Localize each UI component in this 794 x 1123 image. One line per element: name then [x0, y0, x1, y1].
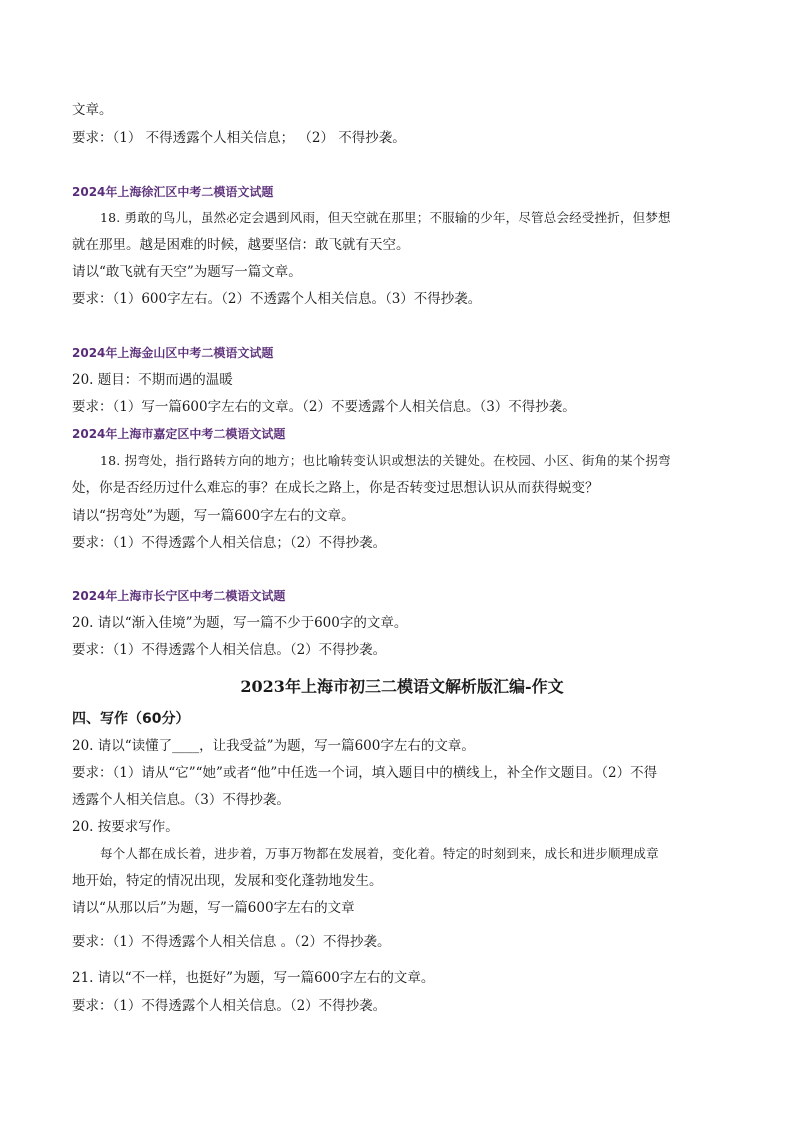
- requirement-line: 要求：（1）不得透露个人相关信息；（2）不得抄袭。: [72, 535, 387, 551]
- instruction-line: 请以“拐弯处”为题，写一篇600字左右的文章。: [72, 508, 355, 524]
- text-line: 文章。: [72, 102, 113, 118]
- prompt-line: 20. 请以“渐入佳境”为题，写一篇不少于600字的文章。: [72, 615, 408, 631]
- source-heading: 2024年上海市长宁区中考二模语文试题: [72, 589, 286, 603]
- prompt-line: 地开始，特定的情况出现，发展和变化蓬勃地发生。: [72, 873, 383, 889]
- prompt-line: 每个人都在成长着，进步着，万事万物都在发展着，变化着。特定的时刻到来，成长和进步顺理成章: [100, 846, 659, 861]
- prompt-line: 20. 请以“读懂了____，让我受益”为题，写一篇600字左右的文章。: [72, 738, 475, 754]
- requirement-line: 要求：（1）不得透露个人相关信息。（2）不得抄袭。: [72, 998, 387, 1014]
- prompt-line: 18. 勇敢的鸟儿，虽然必定会遇到风雨，但天空就在那里；不服输的少年，尽管总会经受挫折，但梦想: [100, 210, 671, 225]
- instruction-line: 请以“从那以后”为题，写一篇600字左右的文章: [72, 900, 355, 916]
- requirement-line: 要求：（1）不得透露个人相关信息。（2）不得抄袭。: [72, 642, 387, 658]
- requirement-line: 要求：（1） 不得透露个人相关信息； （2） 不得抄袭。: [72, 130, 406, 146]
- instruction-line: 请以“敢飞就有天空”为题写一篇文章。: [72, 264, 302, 280]
- prompt-line: 就在那里。越是困难的时候，越要坚信：敢飞就有天空。: [72, 237, 410, 253]
- prompt-line: 18. 拐弯处，指行路转方向的地方；也比喻转变认识或想法的关键处。在校园、小区、街角的某个拐弯: [100, 453, 671, 468]
- requirement-line: 要求：（1）请从“它”“她”或者“他”中任选一个词，填入题目中的横线上，补全作文题目。（2）不得: [72, 765, 658, 781]
- source-heading: 2024年上海金山区中考二模语文试题: [72, 346, 274, 360]
- source-heading: 2024年上海市嘉定区中考二模语文试题: [72, 427, 286, 441]
- prompt-line: 20. 题目：不期而遇的温暖: [72, 372, 233, 388]
- source-heading: 2024年上海徐汇区中考二模语文试题: [72, 185, 274, 199]
- prompt-line: 处，你是否经历过什么难忘的事？在成长之路上，你是否转变过思想认识从而获得蜕变？: [72, 480, 599, 496]
- compilation-title: 2023年上海市初三二模语文解析版汇编-作文: [240, 677, 564, 696]
- section-heading: 四、写作（60分）: [72, 711, 190, 727]
- prompt-line: 21. 请以“不一样，也挺好”为题，写一篇600字左右的文章。: [72, 970, 435, 986]
- prompt-line: 20. 按要求写作。: [72, 819, 179, 835]
- requirement-line: 要求：（1）600字左右。（2）不透露个人相关信息。（3）不得抄袭。: [72, 291, 482, 307]
- requirement-line: 透露个人相关信息。（3）不得抄袭。: [72, 792, 290, 808]
- requirement-line: 要求：（1）不得透露个人相关信息 。（2）不得抄袭。: [72, 934, 391, 950]
- requirement-line: 要求：（1）写一篇600字左右的文章。（2）不要透露个人相关信息。（3）不得抄袭。: [72, 399, 576, 415]
